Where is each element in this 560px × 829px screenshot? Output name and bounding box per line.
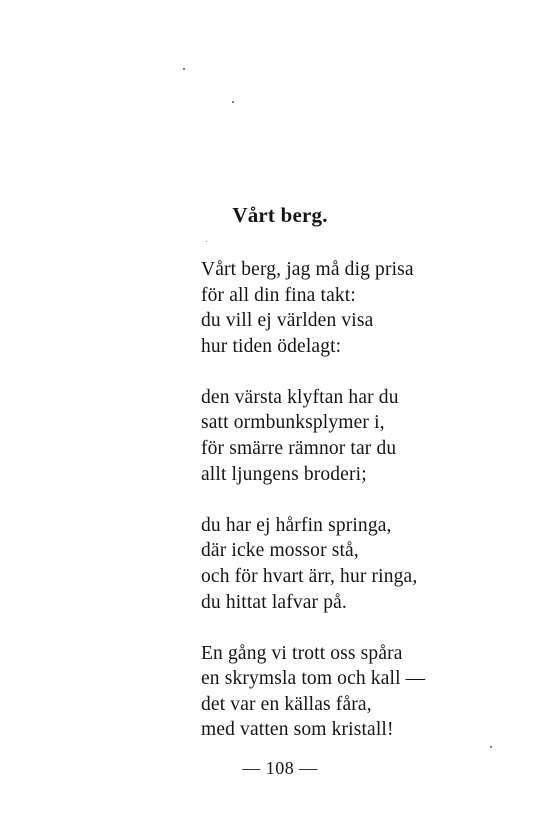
poem-line: En gång vi trott oss spåra: [201, 642, 403, 664]
scan-speck: [183, 68, 185, 70]
poem-line: satt ormbunksplymer i,: [201, 412, 385, 434]
poem-line: för all din fina takt:: [201, 284, 356, 306]
scan-speck: [232, 101, 234, 103]
poem-body: [201, 257, 501, 769]
poem-line: den värsta klyftan har du: [201, 386, 399, 408]
page-number: — 108 —: [242, 758, 318, 778]
poem-line: det var en källas fåra,: [201, 693, 372, 715]
poem-line: Vårt berg, jag må dig prisa: [201, 259, 414, 280]
poem-line: du vill ej världen visa: [201, 310, 374, 332]
stanza-4: [201, 641, 501, 743]
poem-line: med vatten som kristall!: [201, 719, 394, 741]
stanza-2: [201, 385, 501, 487]
poem-line: du har ej hårfin springa,: [201, 514, 392, 536]
scan-speck: [206, 241, 207, 242]
poem-line: och för hvart ärr, hur ringa,: [201, 565, 418, 587]
stanza-3: [201, 513, 501, 615]
poem-line: där icke mossor stå,: [201, 540, 359, 562]
poem-line: allt ljungens broderi;: [201, 463, 367, 485]
poem-line: hur tiden ödelagt:: [201, 335, 342, 357]
poem-line: en skrymsla tom och kall —: [201, 668, 426, 690]
poem-line: för smärre rämnor tar du: [201, 438, 397, 460]
stanza-1: [201, 257, 501, 359]
poem-line: du hittat lafvar på.: [201, 591, 347, 613]
poem-title: Vårt berg.: [232, 203, 328, 227]
